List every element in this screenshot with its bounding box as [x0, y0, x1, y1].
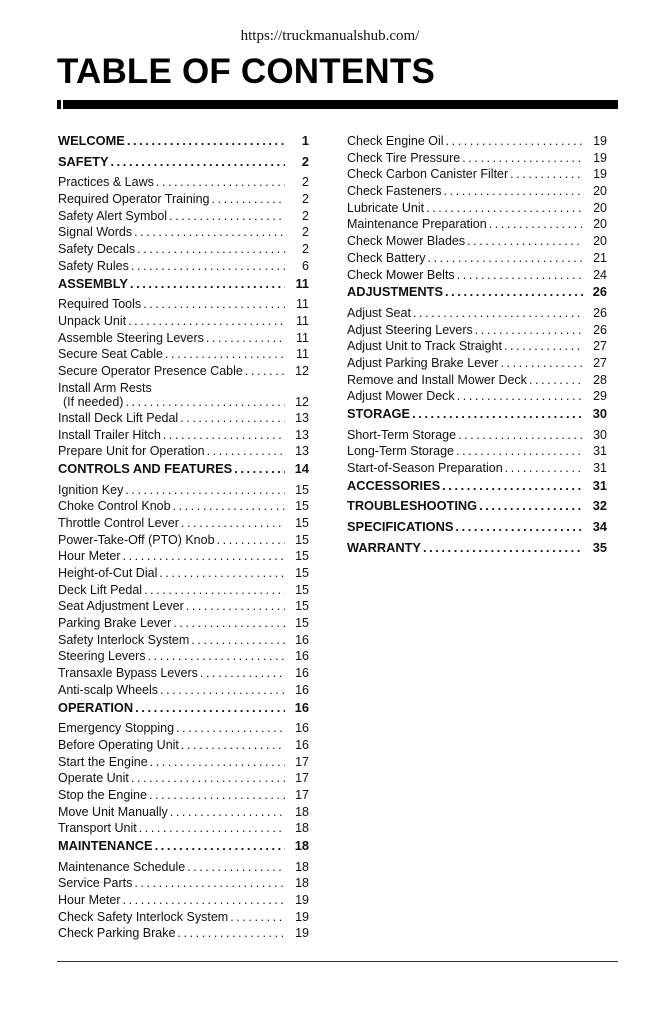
dot-leader	[460, 150, 583, 167]
toc-entry-page-number: 15	[295, 566, 309, 580]
toc-entry-steering-levers[interactable]	[58, 648, 309, 665]
toc-entry-label: Check Parking Brake	[58, 926, 176, 941]
toc-entry-label: WARRANTY	[347, 539, 421, 555]
dot-leader	[189, 632, 285, 649]
toc-entry-label: Lubricate Unit	[347, 200, 425, 215]
toc-entry-adjust-unit-to-track-straight[interactable]	[347, 338, 607, 355]
toc-entry-page-number: 16	[294, 699, 309, 715]
toc-entry-page-number: 13	[295, 427, 309, 442]
toc-entry-page-number: 11	[296, 297, 309, 312]
toc-entry-page-number: 2	[302, 208, 309, 223]
toc-entry-page-number: 20	[593, 184, 607, 199]
toc-entry-before-operating-unit[interactable]	[58, 737, 309, 754]
toc-entry-adjust-parking-brake-lever[interactable]	[347, 355, 607, 372]
toc-entry-install-deck-lift-pedal[interactable]	[58, 410, 309, 427]
toc-entry-page-number: 15	[295, 582, 309, 597]
dot-leader	[179, 737, 285, 754]
toc-entry-page-number: 15	[295, 549, 309, 564]
dot-leader	[205, 443, 285, 460]
toc-entry-page-number: 11	[295, 275, 309, 291]
dot-leader	[175, 925, 285, 942]
dot-leader	[148, 754, 285, 771]
toc-entry-label: Long-Term Storage	[347, 444, 455, 459]
toc-entry-label: Maintenance Schedule	[58, 859, 186, 874]
dot-leader	[132, 224, 285, 241]
toc-entry-ignition-key[interactable]	[58, 482, 309, 499]
toc-entry-page-number: 21	[593, 250, 607, 265]
toc-entry-page-number: 31	[592, 477, 607, 493]
toc-entry-label: Install Arm Rests	[58, 380, 152, 395]
dot-leader	[123, 396, 285, 410]
dot-leader	[132, 875, 285, 892]
toc-entry-label: Install Trailer Hitch	[58, 427, 161, 442]
dot-leader	[243, 363, 285, 380]
dot-leader	[154, 174, 285, 191]
toc-entry-transport-unit[interactable]	[58, 820, 309, 837]
dot-leader	[487, 216, 583, 233]
toc-entry-controls-and-features[interactable]	[58, 461, 309, 478]
toc-entry-check-carbon-canister-filter[interactable]	[347, 166, 607, 183]
toc-entry-operation[interactable]	[58, 700, 309, 717]
toc-entry-label: STORAGE	[347, 406, 411, 421]
toc-entry-page-number: 15	[295, 515, 309, 530]
toc-entry-page-number: 35	[592, 539, 607, 555]
toc-entry-page-number: 2	[301, 153, 309, 169]
toc-entry-page-number: 18	[295, 859, 309, 874]
toc-entry-check-engine-oil[interactable]	[347, 133, 607, 150]
toc-entry-label: Parking Brake Lever	[58, 616, 172, 631]
toc-entry-parking-brake-lever[interactable]	[58, 615, 309, 632]
dot-leader	[473, 322, 583, 339]
toc-entry-page-number: 31	[593, 444, 607, 459]
dot-leader	[121, 548, 285, 565]
toc-entry-page-number: 11	[296, 330, 309, 345]
toc-entry-maintenance-preparation[interactable]	[347, 216, 607, 233]
toc-entry-label: Adjust Unit to Track Straight	[347, 339, 502, 354]
toc-entry-page-number: 2	[302, 242, 309, 257]
toc-entry-label: Adjust Seat	[347, 305, 411, 320]
toc-entry-page-number: 15	[295, 499, 309, 514]
toc-entry-assemble-steering-levers[interactable]	[58, 330, 309, 347]
toc-entry-label: Throttle Control Lever	[58, 515, 179, 530]
dot-leader	[410, 406, 583, 423]
dot-leader	[128, 276, 285, 293]
toc-entry-page-number: 14	[294, 460, 309, 476]
dot-leader	[153, 838, 285, 855]
toc-entry-page-number: 31	[593, 461, 607, 476]
dot-leader	[185, 859, 285, 876]
toc-entry-label: Operate Unit	[58, 771, 129, 786]
toc-entry-page-number: 15	[295, 599, 309, 614]
dot-leader	[137, 820, 285, 837]
toc-entry-page-number: 29	[593, 389, 607, 404]
toc-entry-label: Required Operator Training	[58, 192, 210, 207]
toc-entry-storage[interactable]	[347, 406, 607, 423]
toc-entry-label: Safety Interlock System	[58, 632, 190, 647]
toc-entry-page-number: 11	[296, 347, 309, 362]
toc-entry-check-safety-interlock-system[interactable]	[58, 909, 309, 926]
toc-entry-label: Adjust Mower Deck	[347, 389, 455, 404]
toc-entry-label: Secure Operator Presence Cable	[58, 363, 243, 378]
toc-entry-page-number: 34	[592, 519, 607, 535]
toc-entry-page-number: 18	[294, 838, 309, 853]
toc-entry-page-number: 16	[295, 649, 309, 664]
toc-entry-label: Adjust Steering Levers	[347, 322, 473, 337]
dot-leader	[444, 133, 583, 150]
toc-entry-check-mower-belts[interactable]	[347, 267, 607, 284]
toc-entry-page-number: 19	[295, 909, 309, 924]
toc-entry-transaxle-bypass-levers[interactable]	[58, 665, 309, 682]
toc-entry-hour-meter[interactable]	[58, 892, 309, 909]
toc-entry-long-term-storage[interactable]	[347, 443, 607, 460]
toc-entry-page-number: 16	[295, 632, 309, 647]
dot-leader	[141, 296, 285, 313]
toc-entry-power-take-off-pto-knob[interactable]	[58, 532, 309, 549]
toc-entry-page-number: 2	[302, 175, 309, 190]
dot-leader	[209, 191, 285, 208]
toc-entry-safety[interactable]	[58, 154, 309, 171]
toc-entry-label: ADJUSTMENTS	[347, 284, 443, 300]
toc-entry-label: WELCOME	[58, 133, 125, 148]
toc-entry-page-number: 2	[302, 192, 309, 207]
dot-leader	[455, 388, 583, 405]
toc-entry-label: Safety Alert Symbol	[58, 208, 168, 223]
toc-entry-page-number: 16	[295, 666, 309, 681]
toc-entry-label: Check Mower Blades	[347, 234, 466, 249]
toc-entry-hour-meter[interactable]	[58, 548, 309, 565]
toc-entry-label: Secure Seat Cable	[58, 347, 163, 362]
toc-entry-signal-words[interactable]	[58, 224, 309, 241]
dot-leader	[163, 346, 285, 363]
toc-entry-page-number: 26	[592, 284, 607, 300]
toc-entry-install-arm-rests[interactable]	[58, 380, 309, 410]
toc-entry-page-number: 1	[301, 133, 309, 148]
toc-entry-label: Check Battery	[347, 250, 426, 265]
dot-leader	[125, 133, 285, 150]
toc-entry-safety-decals[interactable]	[58, 241, 309, 258]
toc-entry-label: Required Tools	[58, 297, 142, 312]
toc-entry-label: Maintenance Preparation	[347, 217, 487, 232]
dot-leader	[135, 241, 285, 258]
toc-entry-specifications[interactable]	[347, 519, 607, 536]
toc-entry-required-operator-training[interactable]	[58, 191, 309, 208]
toc-entry-label: Adjust Parking Brake Lever	[347, 355, 499, 370]
dot-leader	[129, 770, 285, 787]
toc-entry-label: Check Mower Belts	[347, 267, 455, 282]
toc-entry-required-tools[interactable]	[58, 296, 309, 313]
toc-entry-page-number: 27	[593, 355, 607, 370]
dot-leader	[142, 582, 285, 599]
dot-leader	[158, 682, 285, 699]
dot-leader	[133, 700, 285, 717]
toc-entry-adjustments[interactable]	[347, 284, 607, 301]
toc-entry-prepare-unit-for-operation[interactable]	[58, 443, 309, 460]
toc-entry-page-number: 18	[295, 821, 309, 836]
toc-entry-label: Stop the Engine	[58, 787, 147, 802]
toc-entry-label: SPECIFICATIONS	[347, 519, 454, 535]
dot-leader	[129, 258, 285, 275]
toc-entry-label: Start the Engine	[58, 754, 148, 769]
toc-entry-assembly[interactable]	[58, 276, 309, 293]
dot-leader	[503, 460, 583, 477]
toc-entry-label: SAFETY	[58, 153, 109, 169]
dot-leader	[424, 200, 583, 217]
dot-leader	[454, 443, 583, 460]
toc-entry-label: Signal Words	[58, 225, 133, 240]
toc-entry-start-of-season-preparation[interactable]	[347, 460, 607, 477]
page-title: TABLE OF CONTENTS	[57, 52, 436, 91]
toc-entry-page-number: 2	[302, 225, 309, 240]
toc-entry-label: Seat Adjustment Lever	[58, 599, 184, 614]
toc-entry-label: Hour Meter	[58, 549, 121, 564]
dot-leader	[228, 909, 285, 926]
toc-entry-maintenance[interactable]	[58, 838, 309, 855]
dot-leader	[502, 338, 583, 355]
toc-entry-check-tire-pressure[interactable]	[347, 150, 607, 167]
toc-entry-label: Check Tire Pressure	[347, 150, 461, 165]
dot-leader	[465, 233, 583, 250]
toc-entry-label: Short-Term Storage	[347, 427, 457, 442]
toc-entry-move-unit-manually[interactable]	[58, 804, 309, 821]
dot-leader	[453, 519, 583, 536]
toc-entry-page-number: 15	[295, 616, 309, 631]
toc-entry-label: TROUBLESHOOTING	[347, 498, 478, 514]
toc-entry-page-number: 16	[295, 721, 309, 736]
dot-leader	[108, 154, 285, 171]
toc-entry-adjust-seat[interactable]	[347, 305, 607, 322]
dot-leader	[426, 250, 583, 267]
toc-entry-label: Install Deck Lift Pedal	[58, 410, 179, 425]
toc-entry-troubleshooting[interactable]	[347, 498, 607, 515]
toc-entry-page-number: 32	[592, 498, 607, 514]
toc-entry-label: Before Operating Unit	[58, 737, 179, 752]
toc-entry-maintenance-schedule[interactable]	[58, 859, 309, 876]
toc-entry-page-number: 17	[295, 754, 309, 769]
dot-leader	[174, 720, 285, 737]
dot-leader	[456, 427, 583, 444]
toc-entry-label: ASSEMBLY	[58, 275, 128, 291]
dot-leader	[455, 267, 583, 284]
dot-leader	[161, 427, 285, 444]
toc-entry-page-number: 18	[295, 804, 309, 819]
dot-leader	[178, 410, 285, 427]
toc-entry-label: Anti-scalp Wheels	[58, 682, 159, 697]
toc-entry-label: Move Unit Manually	[58, 804, 168, 819]
toc-entry-short-term-storage[interactable]	[347, 427, 607, 444]
toc-entry-label: Remove and Install Mower Deck	[347, 372, 527, 387]
toc-entry-label: Steering Levers	[58, 649, 146, 664]
toc-entry-warranty[interactable]	[347, 540, 607, 557]
toc-entry-choke-control-knob[interactable]	[58, 498, 309, 515]
toc-entry-secure-operator-presence-cable[interactable]	[58, 363, 309, 380]
toc-entry-page-number: 19	[593, 150, 607, 165]
dot-leader	[527, 372, 583, 389]
toc-entry-height-of-cut-dial[interactable]	[58, 565, 309, 582]
toc-entry-page-number: 18	[295, 876, 309, 891]
toc-entry-label: Prepare Unit for Operation	[58, 444, 205, 459]
toc-entry-page-number: 19	[593, 134, 607, 148]
toc-entry-page-number: 20	[593, 234, 607, 249]
toc-entry-page-number: 6	[302, 258, 309, 273]
toc-entry-page-number: 20	[593, 217, 607, 232]
dot-leader	[198, 665, 285, 682]
toc-entry-safety-interlock-system[interactable]	[58, 632, 309, 649]
toc-entry-page-number: 19	[593, 167, 607, 182]
toc-entry-accessories[interactable]	[347, 478, 607, 495]
dot-leader	[146, 648, 285, 665]
dot-leader	[204, 330, 285, 347]
toc-entry-label: Height-of-Cut Dial	[58, 566, 158, 580]
dot-leader	[498, 355, 583, 372]
toc-entry-label: Service Parts	[58, 876, 133, 891]
dot-leader	[421, 540, 583, 557]
toc-entry-page-number: 12	[295, 363, 309, 378]
toc-entry-label: (If needed)	[63, 395, 124, 410]
toc-entry-check-fasteners[interactable]	[347, 183, 607, 200]
toc-entry-page-number: 13	[295, 410, 309, 425]
toc-entry-page-number: 12	[295, 395, 309, 410]
toc-entry-label: Deck Lift Pedal	[58, 582, 143, 597]
toc-entry-page-number: 26	[593, 305, 607, 320]
dot-leader	[121, 892, 285, 909]
toc-entry-page-number: 15	[295, 482, 309, 497]
footer-divider	[57, 961, 618, 962]
toc-right-column	[347, 133, 607, 557]
toc-entry-label: Transaxle Bypass Levers	[58, 666, 198, 681]
toc-entry-lubricate-unit[interactable]	[347, 200, 607, 217]
toc-entry-label: Check Carbon Canister Filter	[347, 167, 509, 182]
dot-leader	[440, 478, 583, 495]
toc-entry-label: CONTROLS AND FEATURES	[58, 460, 233, 476]
dot-leader	[147, 787, 285, 804]
toc-entry-throttle-control-lever[interactable]	[58, 515, 309, 532]
toc-entry-check-parking-brake[interactable]	[58, 925, 309, 942]
toc-entry-page-number: 16	[295, 682, 309, 697]
toc-entry-seat-adjustment-lever[interactable]	[58, 598, 309, 615]
toc-entry-page-number: 30	[592, 406, 607, 421]
toc-entry-label: Start-of-Season Preparation	[347, 461, 503, 476]
toc-entry-label: Ignition Key	[58, 482, 124, 497]
dot-leader	[443, 284, 583, 301]
toc-entry-anti-scalp-wheels[interactable]	[58, 682, 309, 699]
toc-entry-service-parts[interactable]	[58, 875, 309, 892]
toc-entry-label: Practices & Laws	[58, 175, 154, 190]
toc-entry-label: Hour Meter	[58, 893, 121, 908]
toc-entry-stop-the-engine[interactable]	[58, 787, 309, 804]
dot-leader	[215, 532, 285, 549]
toc-entry-page-number: 17	[295, 787, 309, 802]
dot-leader	[441, 183, 583, 200]
toc-entry-adjust-steering-levers[interactable]	[347, 322, 607, 339]
toc-entry-operate-unit[interactable]	[58, 770, 309, 787]
toc-entry-page-number: 20	[593, 200, 607, 215]
toc-entry-install-trailer-hitch[interactable]	[58, 427, 309, 444]
toc-entry-label: Unpack Unit	[58, 313, 127, 328]
toc-entry-page-number: 11	[296, 313, 309, 328]
toc-entry-start-the-engine[interactable]	[58, 754, 309, 771]
source-url: https://truckmanualshub.com/	[240, 28, 420, 44]
toc-entry-safety-rules[interactable]	[58, 258, 309, 275]
toc-entry-adjust-mower-deck[interactable]	[347, 388, 607, 405]
dot-leader	[168, 804, 285, 821]
toc-entry-emergency-stopping[interactable]	[58, 720, 309, 737]
toc-entry-label: ACCESSORIES	[347, 477, 441, 493]
dot-leader	[477, 498, 583, 515]
dot-leader	[232, 461, 285, 478]
toc-entry-page-number: 15	[295, 532, 309, 547]
toc-entry-label: Safety Rules	[58, 258, 129, 273]
toc-entry-page-number: 24	[593, 267, 607, 282]
toc-entry-page-number: 30	[593, 427, 607, 442]
toc-entry-page-number: 27	[593, 339, 607, 354]
toc-entry-remove-and-install-mower-deck[interactable]	[347, 372, 607, 389]
dot-leader	[184, 598, 285, 615]
toc-entry-label: Check Engine Oil	[347, 134, 444, 148]
toc-entry-label: Assemble Steering Levers	[58, 330, 204, 345]
toc-entry-page-number: 26	[593, 322, 607, 337]
dot-leader	[126, 313, 285, 330]
toc-left-column	[58, 133, 309, 942]
toc-entry-page-number: 17	[295, 771, 309, 786]
dot-leader	[171, 615, 285, 632]
toc-entry-check-battery[interactable]	[347, 250, 607, 267]
toc-entry-page-number: 16	[295, 737, 309, 752]
dot-leader	[179, 515, 285, 532]
toc-entry-label: Check Safety Interlock System	[58, 909, 229, 924]
toc-entry-safety-alert-symbol[interactable]	[58, 208, 309, 225]
dot-leader	[508, 166, 583, 183]
toc-entry-label: Transport Unit	[58, 821, 137, 836]
toc-entry-page-number: 28	[593, 372, 607, 387]
toc-entry-page-number: 19	[295, 893, 309, 908]
toc-entry-page-number: 19	[295, 926, 309, 941]
dot-leader	[157, 565, 285, 582]
dot-leader	[167, 208, 285, 225]
toc-entry-unpack-unit[interactable]	[58, 313, 309, 330]
toc-entry-label: Power-Take-Off (PTO) Knob	[58, 532, 215, 547]
toc-entry-deck-lift-pedal[interactable]	[58, 582, 309, 599]
toc-entry-label: Safety Decals	[58, 242, 136, 257]
toc-entry-label: Emergency Stopping	[58, 721, 175, 736]
toc-entry-page-number: 13	[295, 444, 309, 459]
toc-entry-practices-laws[interactable]	[58, 174, 309, 191]
dot-leader	[411, 305, 583, 322]
toc-entry-label: OPERATION	[58, 699, 134, 715]
toc-entry-welcome[interactable]	[58, 133, 309, 150]
title-divider	[57, 100, 618, 109]
dot-leader	[171, 498, 285, 515]
toc-entry-label: MAINTENANCE	[58, 838, 153, 853]
toc-entry-label: Choke Control Knob	[58, 499, 171, 514]
toc-entry-label: Check Fasteners	[347, 184, 442, 199]
dot-leader	[123, 482, 285, 499]
toc-entry-secure-seat-cable[interactable]	[58, 346, 309, 363]
toc-entry-check-mower-blades[interactable]	[347, 233, 607, 250]
